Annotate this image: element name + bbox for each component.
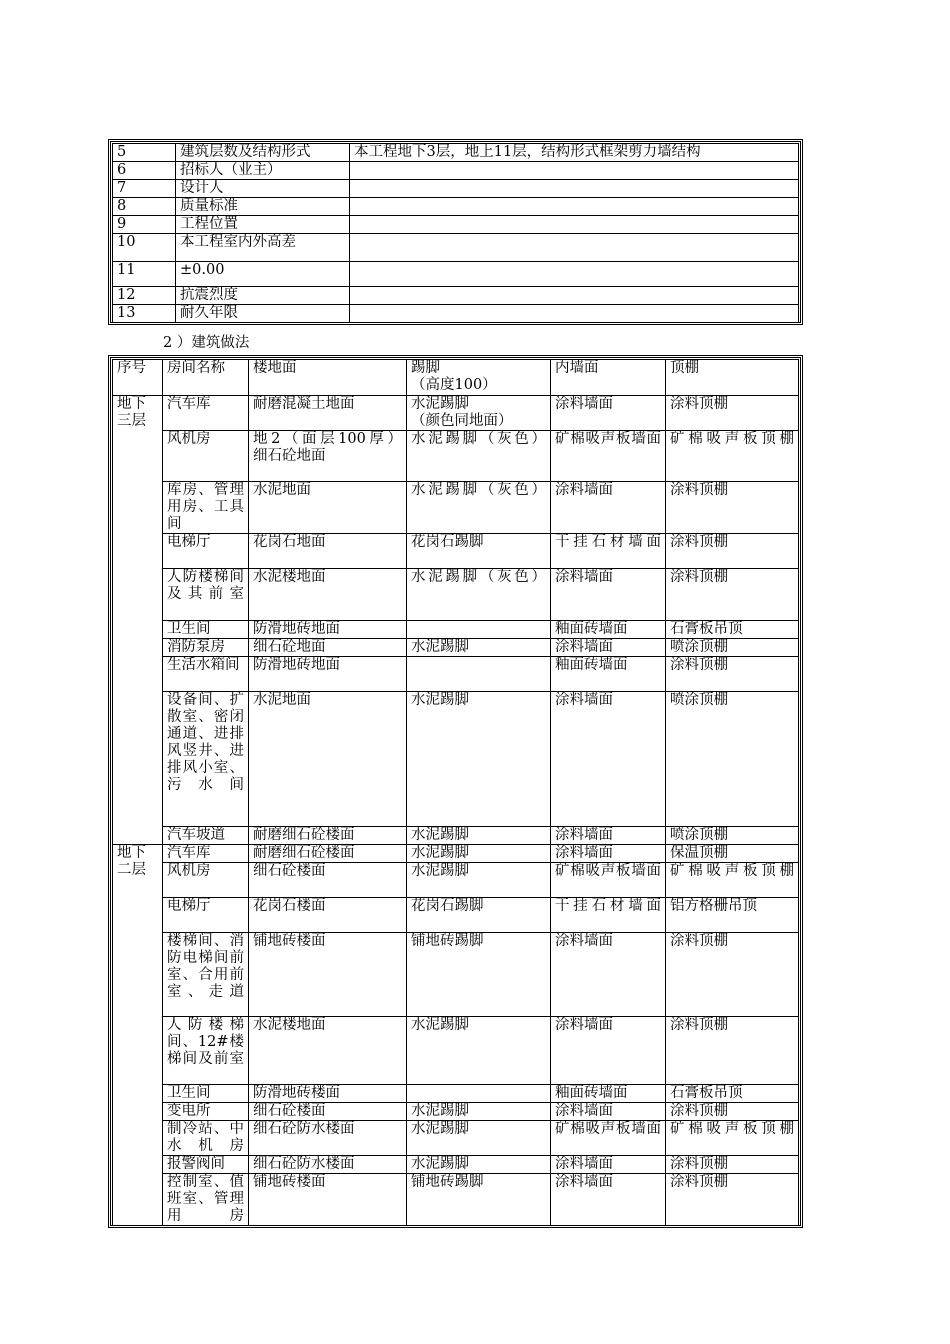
info-cell-value [350, 234, 799, 262]
floor-finish-cell [249, 1121, 407, 1156]
wall-finish-cell: 矿棉吸声板墙面 [551, 863, 666, 898]
floor-finish-cell [249, 1174, 407, 1226]
baseboard-cell [407, 482, 551, 534]
room-name-cell: 人防楼梯间、12#楼梯间及前室 [163, 1017, 249, 1085]
ceiling-finish-cell: 涂料顶棚 [666, 396, 799, 431]
table-row [113, 898, 799, 933]
baseboard-text: 水泥踢脚（灰色） [411, 431, 546, 447]
baseboard-cell [407, 534, 551, 569]
ceiling-finish-cell: 喷涂顶棚 [666, 692, 799, 827]
info-cell-no: 12 [113, 287, 176, 305]
baseboard-text: 水泥踢脚（灰色） [411, 569, 546, 585]
info-cell-item: 质量标准 [176, 198, 350, 216]
baseboard-cell [407, 863, 551, 898]
floor-finish-cell [249, 569, 407, 621]
floor-group-label: 地下二层 [113, 845, 163, 1226]
baseboard-cell [407, 1085, 551, 1103]
info-cell-value [350, 162, 799, 180]
table-row [113, 639, 799, 657]
baseboard-cell [407, 1174, 551, 1226]
baseboard-text: 水泥踢脚 [411, 1121, 469, 1137]
header-ceiling: 顶棚 [666, 360, 799, 396]
baseboard-text: 水泥踢脚 [411, 396, 469, 412]
baseboard-cell [407, 431, 551, 482]
room-name-cell: 电梯厅 [163, 898, 249, 933]
info-cell-value [350, 305, 799, 323]
info-row [113, 162, 799, 180]
baseboard-text: 铺地砖踢脚 [411, 1174, 484, 1190]
floor-finish-text: 铺地砖楼面 [253, 933, 326, 949]
table-row [113, 933, 799, 1017]
ceiling-finish-cell: 涂料顶棚 [666, 657, 799, 692]
floor-finish-cell [249, 863, 407, 898]
baseboard-cell [407, 845, 551, 863]
wall-finish-cell: 矿棉吸声板墙面 [551, 1121, 666, 1156]
floor-finish-text: 铺地砖楼面 [253, 1174, 326, 1190]
room-name-cell: 控制室、值班室、管理用房 [163, 1174, 249, 1226]
floor-finish-text: 防滑地砖地面 [253, 657, 340, 673]
room-name-cell: 汽车库 [163, 396, 249, 431]
table-row [113, 1156, 799, 1174]
floor-finish-text: 水泥地面 [253, 482, 311, 498]
table-row [113, 845, 799, 863]
ceiling-finish-cell: 喷涂顶棚 [666, 827, 799, 845]
baseboard-cell [407, 827, 551, 845]
info-cell-no: 9 [113, 216, 176, 234]
baseboard-cell [407, 396, 551, 431]
info-cell-no: 11 [113, 262, 176, 287]
info-cell-item: 设计人 [176, 180, 350, 198]
ceiling-finish-cell: 涂料顶棚 [666, 1103, 799, 1121]
wall-finish-cell: 涂料墙面 [551, 845, 666, 863]
table-row [113, 431, 799, 482]
wall-finish-cell: 干挂石材墙面 [551, 898, 666, 933]
floor-finish-text: 细石砼地面 [253, 639, 326, 655]
info-cell-value [350, 216, 799, 234]
room-name-cell: 汽车库 [163, 845, 249, 863]
ceiling-finish-cell: 矿棉吸声板顶棚 [666, 863, 799, 898]
ceiling-finish-cell: 矿棉吸声板顶棚 [666, 1121, 799, 1156]
table-row [113, 827, 799, 845]
ceiling-finish-cell: 铝方格栅吊顶 [666, 898, 799, 933]
wall-finish-cell: 涂料墙面 [551, 396, 666, 431]
table-header-row [113, 360, 799, 396]
room-name-cell: 变电所 [163, 1103, 249, 1121]
info-row [113, 180, 799, 198]
floor-group-label: 地下三层 [113, 396, 163, 845]
floor-finish-text: 水泥楼地面 [253, 569, 326, 585]
baseboard-text: 花岗石踢脚 [411, 534, 484, 550]
floor-finish-cell [249, 933, 407, 1017]
info-cell-item: ±0.00 [176, 262, 350, 287]
header-wall: 内墙面 [551, 360, 666, 396]
floor-finish-cell [249, 639, 407, 657]
wall-finish-cell: 干挂石材墙面 [551, 534, 666, 569]
baseboard-cell [407, 569, 551, 621]
info-cell-item: 工程位置 [176, 216, 350, 234]
ceiling-finish-cell: 矿棉吸声板顶棚 [666, 431, 799, 482]
wall-finish-cell: 涂料墙面 [551, 692, 666, 827]
wall-finish-cell: 矿棉吸声板墙面 [551, 431, 666, 482]
info-cell-no: 5 [113, 144, 176, 162]
room-name-cell: 消防泵房 [163, 639, 249, 657]
floor-finish-text: 耐磨混凝土地面 [253, 396, 355, 412]
wall-finish-cell: 涂料墙面 [551, 1174, 666, 1226]
floor-finish-cell [249, 1156, 407, 1174]
table-row [113, 396, 799, 431]
floor-finish-text: 细石砼防水楼面 [253, 1156, 355, 1172]
wall-finish-cell: 涂料墙面 [551, 1156, 666, 1174]
header-room: 房间名称 [163, 360, 249, 396]
floor-finish-cell [249, 1103, 407, 1121]
floor-finish-cell [249, 827, 407, 845]
room-name-cell: 风机房 [163, 863, 249, 898]
project-info-table [112, 143, 799, 323]
info-cell-no: 6 [113, 162, 176, 180]
info-cell-item: 招标人（业主） [176, 162, 350, 180]
floor-finish-subtext: 细石砼地面 [253, 448, 326, 464]
wall-finish-cell: 涂料墙面 [551, 639, 666, 657]
info-cell-value [350, 287, 799, 305]
info-cell-value [350, 262, 799, 287]
floor-finish-cell [249, 621, 407, 639]
ceiling-finish-cell: 涂料顶棚 [666, 1017, 799, 1085]
baseboard-cell [407, 933, 551, 1017]
ceiling-finish-cell: 涂料顶棚 [666, 1156, 799, 1174]
room-name-cell: 生活水箱间 [163, 657, 249, 692]
info-cell-no: 13 [113, 305, 176, 323]
baseboard-text: 水泥踢脚 [411, 639, 469, 655]
info-cell-value: 本工程地下3层，地上11层，结构形式框架剪力墙结构 [350, 144, 799, 162]
floor-finish-cell [249, 898, 407, 933]
floor-finish-text: 细石砼楼面 [253, 1103, 326, 1119]
baseboard-cell [407, 657, 551, 692]
table-row [113, 1174, 799, 1226]
info-row [113, 216, 799, 234]
floor-finish-cell [249, 692, 407, 827]
info-cell-no: 10 [113, 234, 176, 262]
info-cell-no: 8 [113, 198, 176, 216]
table-row [113, 621, 799, 639]
floor-finish-cell [249, 657, 407, 692]
floor-finish-text: 细石砼楼面 [253, 863, 326, 879]
floor-finish-cell [249, 1085, 407, 1103]
section-title: 2 ）建筑做法 [163, 335, 250, 351]
info-cell-value [350, 180, 799, 198]
floor-finish-text: 水泥楼地面 [253, 1017, 326, 1033]
wall-finish-cell: 涂料墙面 [551, 1103, 666, 1121]
room-name-cell: 楼梯间、消防电梯间前室、合用前室、走道 [163, 933, 249, 1017]
baseboard-text: 水泥踢脚 [411, 863, 469, 879]
floor-finish-text: 地2（面层100厚） [253, 431, 402, 447]
baseboard-cell [407, 639, 551, 657]
floor-finish-text: 细石砼防水楼面 [253, 1121, 355, 1137]
baseboard-text: 铺地砖踢脚 [411, 933, 484, 949]
floor-finish-cell [249, 431, 407, 482]
room-name-cell: 设备间、扩散室、密闭通道、进排风竖井、进排风小室、污水间 [163, 692, 249, 827]
info-row [113, 287, 799, 305]
floor-finish-cell [249, 534, 407, 569]
info-cell-item: 本工程室内外高差 [176, 234, 350, 262]
floor-finish-text: 花岗石楼面 [253, 898, 326, 914]
header-baseboard-label: 踢脚 [411, 360, 440, 376]
baseboard-cell [407, 1103, 551, 1121]
baseboard-cell [407, 621, 551, 639]
info-row [113, 262, 799, 287]
room-name-cell: 卫生间 [163, 621, 249, 639]
room-name-cell: 制冷站、中水机房 [163, 1121, 249, 1156]
ceiling-finish-cell: 保温顶棚 [666, 845, 799, 863]
floor-finish-text: 防滑地砖楼面 [253, 1085, 340, 1101]
baseboard-cell [407, 1156, 551, 1174]
table-row [113, 863, 799, 898]
table-row [113, 1103, 799, 1121]
baseboard-text: 水泥踢脚 [411, 845, 469, 861]
table-row [113, 1085, 799, 1103]
table-row [113, 534, 799, 569]
ceiling-finish-cell: 涂料顶棚 [666, 569, 799, 621]
wall-finish-cell: 釉面砖墙面 [551, 621, 666, 639]
info-row [113, 305, 799, 323]
floor-finish-text: 水泥地面 [253, 692, 311, 708]
room-name-cell: 电梯厅 [163, 534, 249, 569]
room-name-cell: 报警阀间 [163, 1156, 249, 1174]
table-row [113, 569, 799, 621]
ceiling-finish-cell: 涂料顶棚 [666, 933, 799, 1017]
wall-finish-cell: 釉面砖墙面 [551, 1085, 666, 1103]
floor-finish-cell [249, 1017, 407, 1085]
ceiling-finish-cell: 涂料顶棚 [666, 1174, 799, 1226]
ceiling-finish-cell: 涂料顶棚 [666, 482, 799, 534]
ceiling-finish-cell: 涂料顶棚 [666, 534, 799, 569]
info-cell-item: 建筑层数及结构形式 [176, 144, 350, 162]
info-row [113, 144, 799, 162]
building-method-table [112, 359, 799, 1226]
wall-finish-cell: 涂料墙面 [551, 482, 666, 534]
baseboard-text: 水泥踢脚（灰色） [411, 482, 546, 498]
floor-finish-text: 花岗石地面 [253, 534, 326, 550]
floor-finish-text: 耐磨细石砼楼面 [253, 845, 355, 861]
ceiling-finish-cell: 石膏板吊顶 [666, 1085, 799, 1103]
table-row [113, 692, 799, 827]
room-name-cell: 人防楼梯间及其前室 [163, 569, 249, 621]
table-row [113, 482, 799, 534]
wall-finish-cell: 涂料墙面 [551, 569, 666, 621]
table-row [113, 1121, 799, 1156]
floor-finish-text: 防滑地砖地面 [253, 621, 340, 637]
info-row [113, 234, 799, 262]
floor-finish-cell [249, 396, 407, 431]
header-floor: 楼地面 [249, 360, 407, 396]
baseboard-cell [407, 1017, 551, 1085]
baseboard-cell [407, 1121, 551, 1156]
floor-finish-cell [249, 845, 407, 863]
baseboard-cell [407, 692, 551, 827]
floor-finish-text: 耐磨细石砼楼面 [253, 827, 355, 843]
room-name-cell: 汽车坡道 [163, 827, 249, 845]
baseboard-note: （颜色同地面） [411, 413, 513, 429]
wall-finish-cell: 涂料墙面 [551, 827, 666, 845]
header-baseboard-height: （高度100） [411, 377, 497, 393]
baseboard-text: 花岗石踢脚 [411, 898, 484, 914]
baseboard-cell [407, 898, 551, 933]
ceiling-finish-cell: 石膏板吊顶 [666, 621, 799, 639]
wall-finish-cell: 涂料墙面 [551, 933, 666, 1017]
wall-finish-cell: 釉面砖墙面 [551, 657, 666, 692]
table-row [113, 1017, 799, 1085]
info-cell-item: 抗震烈度 [176, 287, 350, 305]
header-baseboard [407, 360, 551, 396]
baseboard-text: 水泥踢脚 [411, 1017, 469, 1033]
room-name-cell: 卫生间 [163, 1085, 249, 1103]
info-cell-no: 7 [113, 180, 176, 198]
baseboard-text: 水泥踢脚 [411, 692, 469, 708]
room-name-cell: 库房、管理用房、工具间 [163, 482, 249, 534]
baseboard-text: 水泥踢脚 [411, 1103, 469, 1119]
ceiling-finish-cell: 喷涂顶棚 [666, 639, 799, 657]
header-no: 序号 [113, 360, 163, 396]
info-row [113, 198, 799, 216]
floor-finish-cell [249, 482, 407, 534]
baseboard-text: 水泥踢脚 [411, 1156, 469, 1172]
info-cell-value [350, 198, 799, 216]
info-cell-item: 耐久年限 [176, 305, 350, 323]
room-name-cell: 风机房 [163, 431, 249, 482]
table-row [113, 657, 799, 692]
wall-finish-cell: 涂料墙面 [551, 1017, 666, 1085]
baseboard-text: 水泥踢脚 [411, 827, 469, 843]
